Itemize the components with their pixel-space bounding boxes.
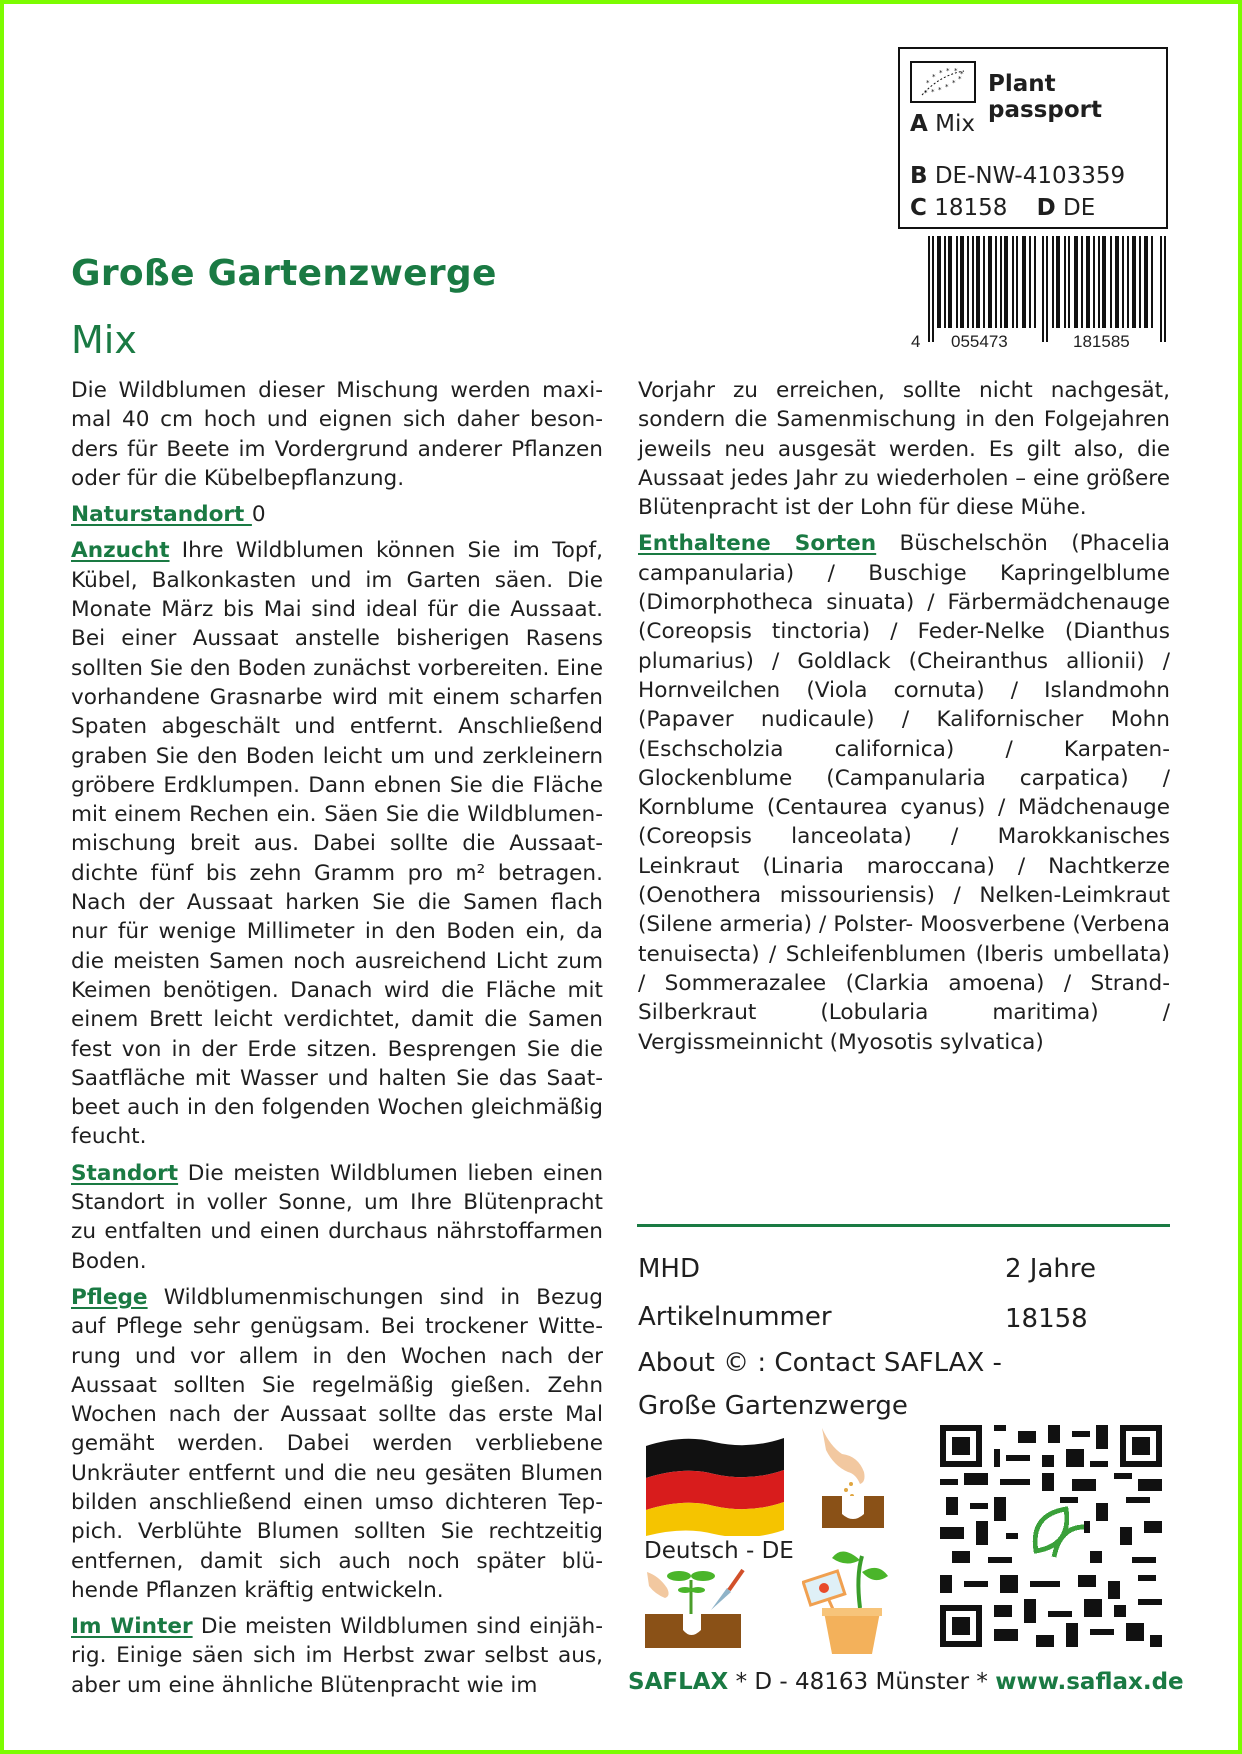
svg-text:*: *	[926, 79, 930, 87]
passport-line-b: B DE-NW-4103359	[910, 163, 1126, 189]
footer-brand: SAFLAX	[628, 1669, 729, 1695]
svg-text:*: *	[924, 89, 928, 97]
text-column-right	[638, 376, 1170, 1064]
mhd-label: MHD	[638, 1254, 701, 1284]
svg-text:*: *	[954, 67, 958, 75]
planting-seedling-icon	[645, 1566, 750, 1651]
svg-text:*: *	[945, 83, 949, 91]
heading-sorten: Enthaltene Sorten	[638, 531, 877, 557]
svg-text:*: *	[932, 73, 936, 81]
footer-address: * D - 48163 Münster *	[728, 1669, 996, 1695]
about-line-2: Große Gartenzwerge	[638, 1391, 908, 1421]
passport-title: Plant passport	[988, 71, 1102, 123]
plant-passport	[898, 47, 1168, 229]
section-pflege: Pflege Wildblumenmischungen sind in Bezug auf Pflege sehr genügsam. Bei trockener Witterung und vor allem in den Wochen nach der Aussaat sollten Sie regelmäßig gießen. Zehn Wochen nach der Aussaat sollte das erste Mal gemäht werden. Dabei werden verbliebene Unkräuter entfernt und die neu gesäten Blumen bilden anschließend einen umso dichteren Teppich. Verblühte Blumen sollten Sie rechtzeitig entfernen, damit sich auch noch später blühende Pflanzen kräftig entwickeln.	[71, 1284, 603, 1603]
svg-text:*: *	[931, 88, 935, 96]
heading-anzucht: Anzucht	[71, 538, 170, 564]
intro-paragraph: Die Wildblumen dieser Mischung werden maximal 40 cm hoch und eignen sich daher besonders für Beete im Vordergrund anderer Pflanzen oder für die Kübelbepflanzung.	[71, 378, 603, 491]
svg-text:*: *	[960, 70, 964, 78]
barcode-group-right: 181585	[1073, 332, 1130, 351]
language-label: Deutsch - DE	[644, 1538, 794, 1564]
qr-code-icon[interactable]	[940, 1425, 1162, 1647]
potted-seedling-icon	[802, 1546, 892, 1656]
footer-website-link[interactable]: www.saflax.de	[995, 1669, 1184, 1695]
passport-line-cd: C 18158 D DE	[910, 195, 1096, 221]
svg-text:*: *	[952, 79, 956, 87]
passport-line-a: A Mix	[910, 111, 975, 137]
heading-naturstandort: Naturstandort	[71, 502, 252, 528]
sowing-hand-icon	[820, 1426, 890, 1531]
text-column-left	[71, 376, 603, 1707]
heading-im-winter: Im Winter	[71, 1614, 193, 1640]
section-sorten: Enthaltene Sorten Büschelschön (Phacelia campanularia) / Buschige Kapringelblume (Dimorphotheca sinuata) / Färbermädchenauge (Coreopsis tinctoria) / Feder-Nelke (Dianthus plumarius) / Goldlack (Cheiranthus allionii) / Hornveilchen (Viola cornuta) / Islandmohn (Papaver nudicaule) / Kalifornischer Mohn (Eschscholzia californica) / Karpaten-Glockenblume (Campanularia carpatica) / Kornblume (Centaurea cyanus) / Mädchenauge (Coreopsis lanceolata) / Marokkanisches Leinkraut (Linaria maroccana) / Nachtkerze (Oenothera missouriensis) / Nelken-Leimkraut (Silene armeria) / Polster- Moosverbene (Verbena tenuisecta) / Schleifenblumen (Iberis umbellata) / Sommerazalee (Clarkia amoena) / Strand-Silberkraut (Lobularia maritima) / Vergissmeinnicht (Myosotis sylvatica)	[638, 531, 1170, 1055]
svg-text:*: *	[958, 75, 962, 83]
heading-standort: Standort	[71, 1160, 179, 1186]
product-title: Große Gartenzwerge	[71, 253, 497, 294]
barcode-digit-first: 4	[911, 332, 921, 351]
article-label: Artikelnummer	[638, 1302, 832, 1332]
mhd-value: 2 Jahre	[1005, 1254, 1096, 1284]
section-anzucht: Anzucht Ihre Wildblumen können Sie im Topf, Kübel, Balkonkasten und im Garten säen. Die Monate März bis Mai sind ideal für die Aussaat. Bei einer Aussaat anstelle bisherigen Rasens sollten Sie den Boden zunächst vorbereiten. Eine vorhandene Grasnarbe wird mit einem scharfen Spaten abgeschält und entfernt. Anschließend graben Sie den Boden leicht um und zerkleinern gröbere Erdklumpen. Dann ebnen Sie die Fläche mit einem Rechen ein. Säen Sie die Wildblumenmischung breit aus. Dabei sollte die Aussaatdichte fünf bis zehn Gramm pro m² betragen. Nach der Aussaat harken Sie die Samen flach nur für wenige Millimeter in den Boden ein, da die meisten Samen noch ausreichend Licht zum Keimen benötigen. Danach wird die Fläche mit einem Brett leicht verdichtet, damit die Samen fest von in der Erde sitzen. Besprengen Sie die Saatfläche mit Wasser und halten Sie das Saatbeet auch in den folgenden Wochen gleichmäßig feucht.	[71, 538, 603, 1150]
section-naturstandort: Naturstandort 0	[71, 502, 266, 528]
svg-text:*: *	[939, 69, 943, 77]
info-divider	[637, 1224, 1170, 1227]
section-im-winter: Im Winter Die meisten Wildblumen sind einjährig. Einige säen sich im Herbst zwar selbst aus, aber um eine ähnliche Blütenpracht wie im	[71, 1614, 603, 1698]
barcode-icon	[926, 236, 1170, 346]
im-winter-continued: Vorjahr zu erreichen, sollte nicht nachgesät, sondern die Samenmischung in den Folgejahren jeweils neu ausgesät werden. Es gilt also, die Aussaat jedes Jahr zu wiederholen – eine größere Blütenpracht ist der Lohn für diese Mühe.	[638, 378, 1170, 521]
article-value: 18158	[1005, 1304, 1088, 1334]
barcode-group-left: 055473	[951, 332, 1008, 351]
eu-organic-leaf-icon	[910, 61, 976, 103]
product-subtitle: Mix	[71, 318, 137, 362]
germany-flag-icon	[644, 1434, 786, 1536]
footer	[628, 1669, 1184, 1695]
svg-text:*: *	[946, 67, 950, 75]
about-line-1: About © : Contact SAFLAX -	[638, 1348, 1002, 1378]
svg-text:*: *	[938, 86, 942, 94]
section-standort: Standort Die meisten Wildblumen lieben einen Standort in voller Sonne, um Ihre Blütenpracht zu entfalten und einen durchaus nährstoffarmen Boden.	[71, 1160, 603, 1274]
heading-pflege: Pflege	[71, 1284, 148, 1310]
